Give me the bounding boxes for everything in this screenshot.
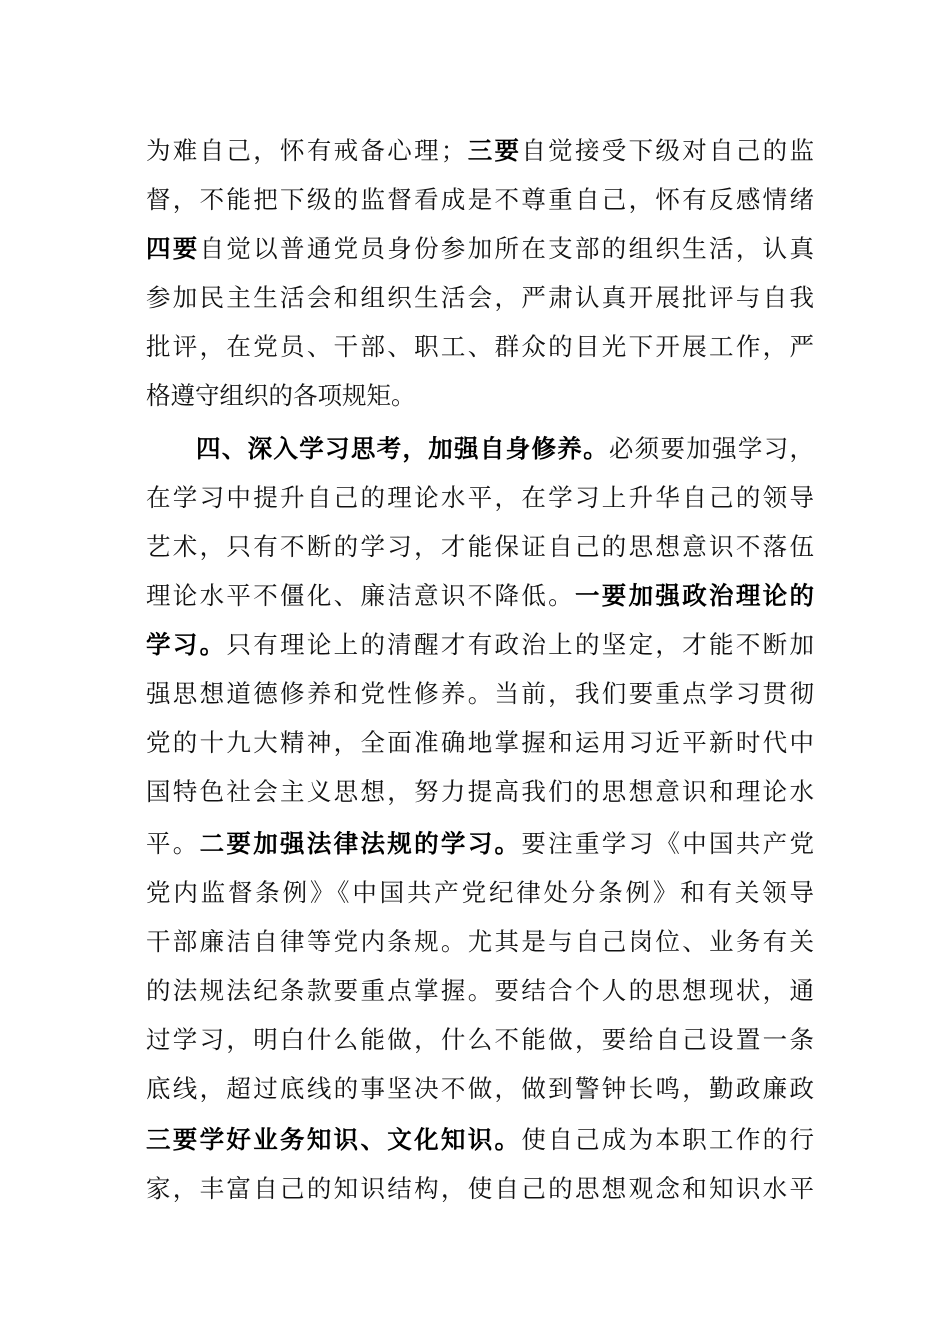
text-segment: 必须要加强学习， [608, 434, 815, 463]
text-segment: 家，丰富自己的知识结构，使自己的思想观念和知识水平 [146, 1174, 814, 1203]
text-segment: 党的十九大精神，全面准确地掌握和运用习近平新时代中 [146, 728, 814, 757]
text-segment: 自觉接受下级对自己的监 [521, 136, 814, 165]
bold-text-segment: 一要加强政治理论的 [575, 581, 814, 610]
text-segment: 的法规法纪条款要重点掌握。要结合个人的思想现状，通 [146, 976, 814, 1005]
text-line [146, 527, 814, 567]
text-segment: 强思想道德修养和党性修养。当前，我们要重点学习贯彻 [146, 679, 814, 708]
text-line [146, 1120, 814, 1160]
text-segment: 艺术，只有不断的学习，才能保证自己的思想意识不落伍 [146, 532, 814, 561]
text-line [146, 824, 814, 864]
bold-text-segment: 三要学好业务知识、文化知识。 [146, 1125, 522, 1154]
text-line [146, 772, 814, 812]
text-segment: 参加民主生活会和组织生活会，严肃认真开展批评与自我 [146, 283, 814, 312]
text-line [146, 922, 814, 962]
text-segment: 平。 [146, 829, 200, 858]
text-segment: 督，不能把下级的监督看成是不尊重自己，怀有反感情绪 [146, 185, 814, 214]
text-segment: 底线，超过底线的事坚决不做，做到警钟长鸣，勤政廉政 [146, 1074, 814, 1103]
text-segment: 为难自己，怀有戒备心理； [146, 136, 466, 165]
text-line [146, 278, 814, 318]
section-heading-line [196, 429, 814, 469]
text-line [146, 1169, 814, 1209]
text-segment: 在学习中提升自己的理论水平，在学习上升华自己的领导 [146, 483, 814, 512]
text-line [146, 1020, 814, 1060]
bold-text-segment: 四要 [146, 234, 200, 263]
text-line [146, 327, 814, 367]
bold-text-segment: 学习。 [146, 630, 227, 659]
text-segment: 要注重学习《中国共产党 [521, 829, 814, 858]
text-line [146, 229, 814, 269]
text-line [146, 971, 814, 1011]
text-line [146, 131, 814, 171]
text-line [146, 723, 814, 763]
text-segment: 自觉以普通党员身份参加所在支部的组织生活，认真 [199, 234, 814, 263]
section-heading: 四、深入学习思考，加强自身修养。 [196, 434, 609, 463]
text-line [146, 576, 814, 616]
text-line [146, 478, 814, 518]
text-segment: 理论水平不僵化、廉洁意识不降低。 [146, 581, 575, 610]
text-line [146, 674, 814, 714]
text-line [146, 1069, 814, 1109]
text-segment: 国特色社会主义思想，努力提高我们的思想意识和理论水 [146, 777, 814, 806]
text-line [146, 625, 814, 665]
text-segment: 格遵守组织的各项规矩。 [146, 381, 416, 410]
text-segment: 批评，在党员、干部、职工、群众的目光下开展工作，严 [146, 332, 814, 361]
bold-text-segment: 三要 [465, 136, 522, 165]
text-line [146, 873, 814, 913]
text-segment: 只有理论上的清醒才有政治上的坚定，才能不断加 [226, 630, 814, 659]
text-segment: 干部廉洁自律等党内条规。尤其是与自己岗位、业务有关 [146, 927, 814, 956]
text-line [146, 180, 814, 220]
text-segment: 过学习，明白什么能做，什么不能做，要给自己设置一条 [146, 1025, 814, 1054]
text-segment: 党内监督条例》《中国共产党纪律处分条例》和有关领导 [146, 878, 814, 907]
text-segment: 使自己成为本职工作的行 [521, 1125, 814, 1154]
text-line [146, 376, 814, 416]
bold-text-segment: 二要加强法律法规的学习。 [199, 829, 522, 858]
